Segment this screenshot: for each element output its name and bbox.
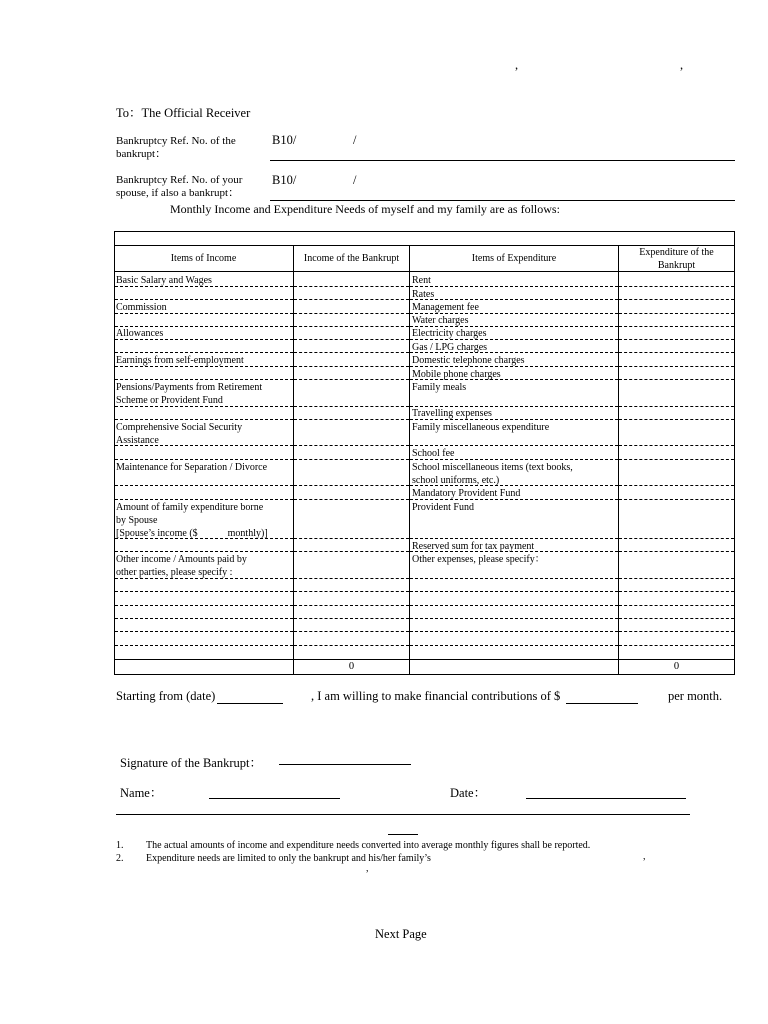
exp-item: Gas / LPG charges xyxy=(412,342,488,353)
income-total: 0 xyxy=(348,661,355,672)
note-comma: , xyxy=(643,851,646,862)
ref-spouse-slash: / xyxy=(353,173,357,187)
ref-bankrupt-label-l1: Bankruptcy Ref. No. of the xyxy=(116,135,236,147)
ref-bankrupt-field[interactable] xyxy=(270,160,735,161)
ref-spouse-field[interactable] xyxy=(270,200,735,201)
note-text: Expenditure needs are limited to only the bankrupt and his/her family’s xyxy=(146,853,431,864)
ref-bankrupt-label-l2: bankrupt： xyxy=(116,148,167,160)
contribution-amount-field[interactable] xyxy=(566,703,638,704)
exp-item: Water charges xyxy=(412,315,469,326)
income-item-line: Other income / Amounts paid by xyxy=(116,554,247,565)
spouse-income-close: monthly)] xyxy=(227,528,268,539)
income-item-line: Amount of family expenditure borne xyxy=(116,502,264,513)
ref-spouse-label-l1: Bankruptcy Ref. No. of your xyxy=(116,174,243,186)
notes-marker xyxy=(388,834,418,835)
exp-item: Travelling expenses xyxy=(412,408,492,419)
date-label: Date： xyxy=(450,786,487,800)
name-field[interactable] xyxy=(209,798,340,799)
exp-item: Family miscellaneous expenditure xyxy=(412,422,550,433)
income-item: Earnings from self-employment xyxy=(116,355,244,366)
section-divider xyxy=(116,814,690,815)
income-item: Maintenance for Separation / Divorce xyxy=(116,462,268,473)
header-exp-items: Items of Expenditure xyxy=(471,253,557,264)
income-item: Commission xyxy=(116,302,167,313)
exp-item: Rent xyxy=(412,275,431,286)
exp-item: Mandatory Provident Fund xyxy=(412,488,521,499)
income-item-line: by Spouse xyxy=(116,515,158,526)
header-exp-amount-l2: Bankrupt xyxy=(657,259,696,271)
start-date-field[interactable] xyxy=(217,703,283,704)
ref-bankrupt-slash: / xyxy=(353,133,357,147)
contribution-start-label: Starting from (date) xyxy=(116,689,216,703)
signature-label: Signature of the Bankrupt： xyxy=(120,756,262,770)
expenditure-total: 0 xyxy=(673,661,680,672)
exp-item: Management fee xyxy=(412,302,479,313)
note-text: The actual amounts of income and expenditure needs converted into average monthly figures shall be reported. xyxy=(146,840,591,851)
exp-item xyxy=(411,461,573,487)
spouse-income-open: [Spouse’s income ($ xyxy=(116,528,198,539)
exp-item: Domestic telephone charges xyxy=(412,355,525,366)
name-label: Name： xyxy=(120,786,163,800)
contribution-willing-label: , I am willing to make financial contributions of $ xyxy=(311,689,561,703)
income-expenditure-table xyxy=(114,231,735,675)
income-item xyxy=(115,421,242,447)
header-exp-amount-l1: Expenditure of the xyxy=(639,246,714,258)
income-item-line: Assistance xyxy=(116,435,159,446)
ref-bankrupt-prefix: B10/ xyxy=(272,133,297,147)
per-month-label: per month. xyxy=(668,689,723,703)
ref-spouse-label xyxy=(116,174,242,200)
header-exp-amount xyxy=(619,246,734,271)
ref-bankrupt-label xyxy=(116,135,236,161)
exp-item: Other expenses, please specify： xyxy=(412,554,545,565)
income-item xyxy=(115,501,268,540)
exp-item: Electricity charges xyxy=(412,328,487,339)
income-item: Allowances xyxy=(116,328,164,339)
signature-field[interactable] xyxy=(279,764,411,765)
income-item-line: Scheme or Provident Fund xyxy=(116,395,223,406)
exp-item: Family meals xyxy=(412,382,467,393)
next-page-label: Next Page xyxy=(375,927,427,941)
intro-text: Monthly Income and Expenditure Needs of myself and my family are as follows: xyxy=(170,202,560,216)
ref-spouse-prefix: B10/ xyxy=(272,173,297,187)
exp-item: Reserved sum for tax payment xyxy=(412,541,535,552)
exp-item: School fee xyxy=(412,448,455,459)
exp-item-line: school uniforms, etc.) xyxy=(412,475,500,486)
income-item xyxy=(115,381,262,407)
exp-item: Mobile phone charges xyxy=(412,369,501,380)
header-income-items: Items of Income xyxy=(170,253,237,264)
header-comma: , xyxy=(515,58,519,72)
addressee-line: To：The Official Receiver xyxy=(116,106,251,120)
exp-item: Rates xyxy=(412,289,435,300)
header-comma: , xyxy=(680,58,684,72)
exp-item: Provident Fund xyxy=(412,502,474,513)
income-item-line: other parties, please specify : xyxy=(116,567,233,578)
income-item: Basic Salary and Wages xyxy=(116,275,212,286)
income-item xyxy=(115,553,247,579)
exp-item-line: School miscellaneous items (text books, xyxy=(412,462,573,473)
note-comma: , xyxy=(366,863,369,874)
date-field[interactable] xyxy=(526,798,686,799)
income-item-line: Comprehensive Social Security xyxy=(116,422,243,433)
income-item-line: Pensions/Payments from Retirement xyxy=(116,382,263,393)
note-number: 2. xyxy=(116,853,124,864)
ref-spouse-label-l2: spouse, if also a bankrupt： xyxy=(116,187,240,199)
note-number: 1. xyxy=(116,840,124,851)
header-income-amount: Income of the Bankrupt xyxy=(303,253,400,264)
